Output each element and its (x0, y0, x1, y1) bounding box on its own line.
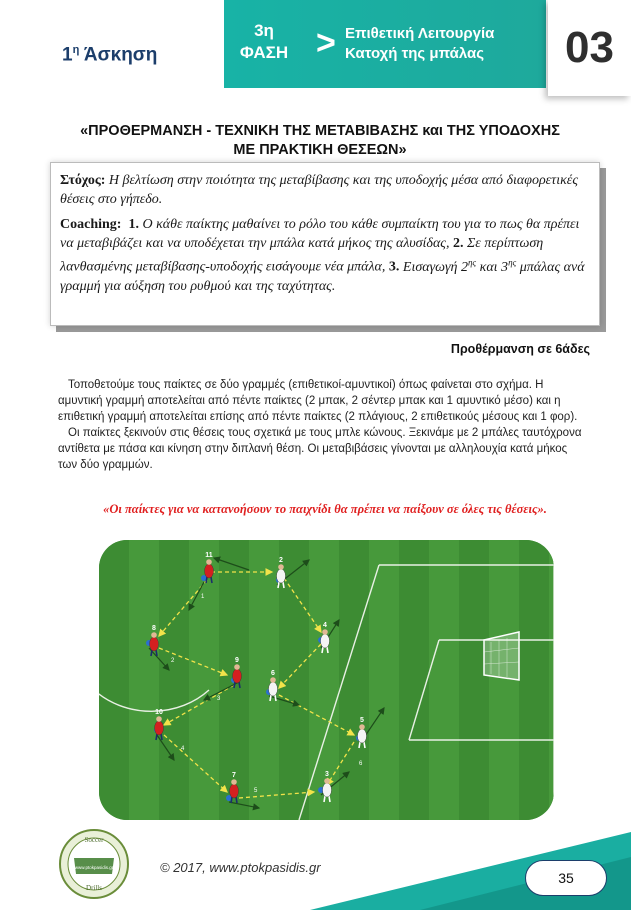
pitch-diagram (99, 540, 554, 820)
exercise-superscript: η (72, 44, 80, 56)
white-player-number: 3 (325, 771, 329, 778)
red-player-number: 8 (152, 625, 156, 632)
pass-number: 4 (181, 746, 185, 752)
phase-line-1: 3η (254, 21, 274, 40)
description-paragraph-2: Οι παίκτες ξεκινούν στις θέσεις τους σχετικά με τους μπλε κώνους. Ξεκινάμε με 2 μπάλες ταυτόχρονα αντίθετα με πάσα και κίνηση στην διπλανή θέση. Οι μεταβιβάσεις γίνονται με αλληλουχία κατά μήκος των δύο γραμμών. (58, 427, 582, 471)
coaching-label: Coaching: (60, 217, 122, 232)
logo-url-text: www.ptokpasidis.gr (74, 865, 114, 870)
coaching-point-1: Ο κάθε παίκτης μαθαίνει το ρόλο του κάθε συμπαίκτη του για το πως θα πρέπει να μεταβιβάζει και να υποδέχεται την μπάλα κατά μήκος της αλυσίδας, (60, 217, 580, 251)
red-player-number: 9 (235, 657, 239, 664)
chevron-right-icon: > (316, 24, 336, 62)
white-player-number: 6 (271, 670, 275, 677)
c3-part-a: Εισαγωγή 2 (402, 259, 468, 275)
phase-desc-line-1: Επιθετική Λειτουργία (345, 25, 495, 42)
white-player-number: 2 (279, 557, 283, 564)
description-paragraph-1: Τοποθετούμε τους παίκτες σε δύο γραμμές (επιθετικοί-αμυντικοί) όπως φαίνεται στο σχήμα. Η αμυντική γραμμή αποτελείται από πέντε παίκτες (2 μπακ, 2 σέντερ μπακ και 1 αμυντικό μέσο) και η επιθετική γραμμή αποτελείται επίσης από πέντε παίκτες (2 πλάγιους, 2 επιθετικούς μέσους και 1 φορ). (58, 379, 578, 423)
phase-desc-line-2: Κατοχή της μπάλας (345, 45, 485, 62)
pass-number: 6 (359, 761, 363, 767)
exercise-number: 1 (62, 44, 73, 66)
pass-number: 5 (254, 788, 258, 794)
c3-sup-b: ης (508, 257, 517, 267)
title-line-1: «ΠΡΟΘΕΡΜΑΝΣΗ - ΤΕΧΝΙΚΗ ΤΗΣ ΜΕΤΑΒΙΒΑΣΗΣ και ΤΗΣ ΥΠΟΔΟΧΗΣ (80, 123, 560, 139)
c3-part-b: και 3 (479, 259, 509, 275)
c3-part-c: μπάλας ανά γραμμή για αύξηση του ρυθμού και της ταχύτητας. (60, 259, 585, 294)
pass-number: 3 (217, 696, 221, 702)
goal-label: Στόχος: (60, 173, 106, 188)
coaching-point-2-num: 2. (452, 236, 464, 251)
phase-number: 03 (565, 23, 614, 72)
phase-description (345, 24, 494, 64)
white-player-number: 5 (360, 717, 364, 724)
copyright: © 2017, www.ptokpasidis.gr (160, 860, 321, 875)
goal-paragraph (60, 171, 588, 209)
objective-text (60, 171, 588, 302)
description-text (58, 377, 588, 473)
coaching-point-2: Σε περίπτωση λανθασμένης μεταβίβασης-υποδοχής εισάγουμε νέα μπάλα, (60, 236, 544, 275)
phase-label (234, 20, 294, 64)
coaching-point-1-num: 1. (128, 217, 139, 232)
exercise-word: Άσκηση (83, 44, 158, 66)
pass-number: 1 (201, 594, 205, 600)
pass-number: 2 (171, 658, 175, 664)
warmup-label: Προθέρμανση σε 6άδες (450, 342, 590, 356)
coaching-point-3-num: 3. (388, 259, 400, 275)
title-line-2: ΜΕ ΠΡΑΚΤΙΚΗ ΘΕΣΕΩΝ» (233, 142, 407, 158)
page-number: 35 (525, 860, 607, 896)
goal-text: Η βελτίωση στην ποιότητα της μεταβίβασης και της υποδοχής μέσα από διαφορετικές θέσεις στο γήπεδο. (60, 173, 579, 207)
phase-number-box (548, 0, 631, 96)
coaching-paragraph (60, 215, 588, 296)
goal-net (484, 632, 519, 680)
c3-sup-a: ης (467, 257, 477, 267)
red-note: «Οι παίκτες για να κατανοήσουν το παιχνίδι θα πρέπει να παίξουν σε όλες τις θέσεις». (103, 502, 547, 516)
page-title (40, 122, 600, 160)
pitch-grass (99, 540, 554, 820)
logo-top-text: Soccer (84, 836, 104, 844)
red-player-number: 7 (232, 772, 236, 779)
phase-line-2: ΦΑΣΗ (239, 43, 289, 62)
red-player-number: 10 (155, 709, 163, 716)
exercise-title (62, 44, 157, 66)
white-player-number: 4 (323, 622, 327, 629)
red-player-number: 11 (205, 552, 213, 559)
pitch-svg (99, 540, 554, 820)
logo-bottom-text: Drills (86, 884, 102, 892)
soccer-drills-logo (58, 828, 130, 900)
